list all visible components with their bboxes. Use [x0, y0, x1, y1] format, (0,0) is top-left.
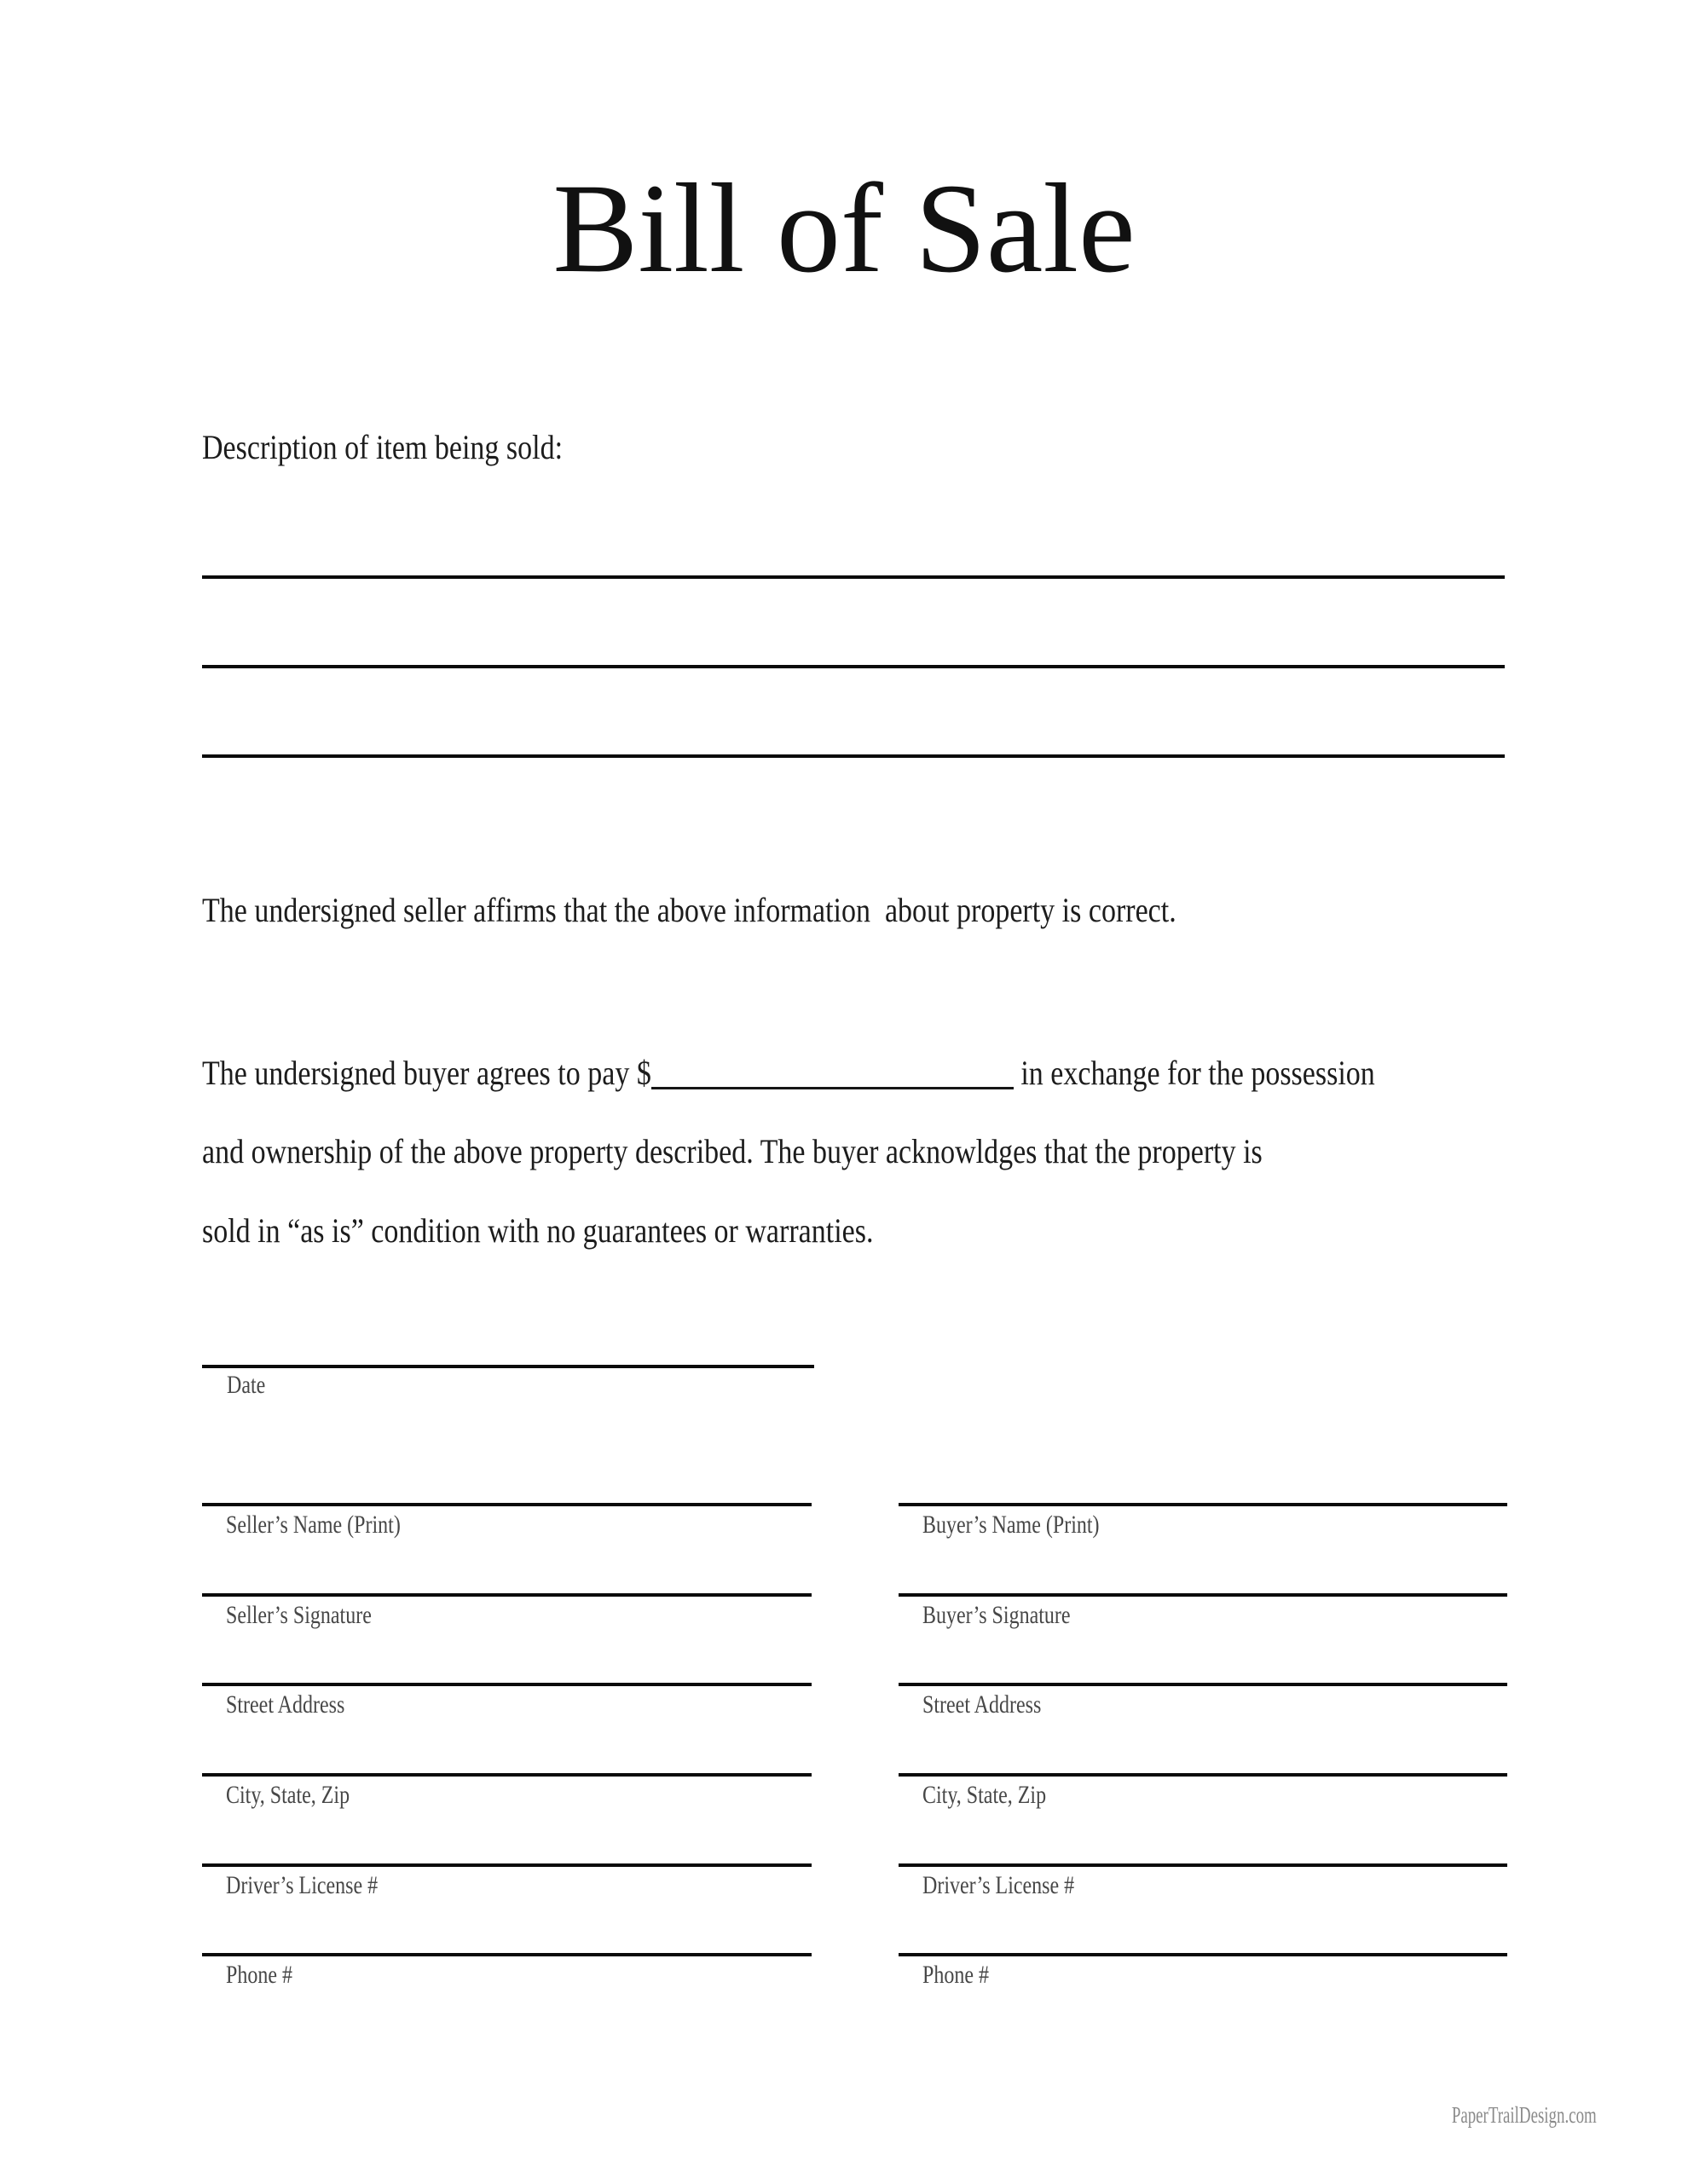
buyer-street-address-field[interactable] — [899, 1683, 1507, 1686]
seller-name-label: Seller’s Name (Print) — [226, 1511, 401, 1539]
buyer-agreement-line-1 — [202, 1055, 1582, 1091]
seller-name-field[interactable] — [202, 1503, 812, 1506]
seller-city-state-zip-field[interactable] — [202, 1773, 812, 1777]
buyer-agreement-line-2: and ownership of the above property described. The buyer acknowldges that the property is — [202, 1132, 1263, 1170]
description-line-3[interactable] — [202, 754, 1505, 758]
seller-drivers-license-field[interactable] — [202, 1863, 812, 1867]
footer-credit: PaperTrailDesign.com — [1452, 2102, 1597, 2128]
description-label: Description of item being sold: — [202, 428, 564, 466]
page-title: Bill of Sale — [552, 158, 1136, 299]
buyer-signature-label: Buyer’s Signature — [922, 1601, 1071, 1629]
buyer-city-state-zip-label: City, State, Zip — [922, 1781, 1047, 1809]
buyer-phone-label: Phone # — [922, 1961, 989, 1989]
seller-street-address-field[interactable] — [202, 1683, 812, 1686]
description-line-1[interactable] — [202, 575, 1505, 579]
seller-affirmation-text: The undersigned seller affirms that the above information about property is correct. — [202, 891, 1176, 929]
payment-amount-field[interactable] — [651, 1080, 1014, 1089]
seller-city-state-zip-label: City, State, Zip — [226, 1781, 350, 1809]
seller-phone-label: Phone # — [226, 1961, 292, 1989]
buyer-name-label: Buyer’s Name (Print) — [922, 1511, 1100, 1539]
seller-phone-field[interactable] — [202, 1953, 812, 1956]
description-line-2[interactable] — [202, 665, 1505, 668]
seller-signature-label: Seller’s Signature — [226, 1601, 372, 1629]
date-field[interactable] — [202, 1365, 814, 1368]
payment-text-prefix: The undersigned buyer agrees to pay $ — [202, 1054, 651, 1092]
buyer-name-field[interactable] — [899, 1503, 1507, 1506]
buyer-drivers-license-field[interactable] — [899, 1863, 1507, 1867]
seller-signature-field[interactable] — [202, 1593, 812, 1597]
payment-text-suffix: in exchange for the possession — [1020, 1054, 1375, 1092]
seller-street-address-label: Street Address — [226, 1690, 345, 1719]
date-label: Date — [227, 1371, 266, 1399]
buyer-city-state-zip-field[interactable] — [899, 1773, 1507, 1777]
buyer-street-address-label: Street Address — [922, 1690, 1042, 1719]
buyer-agreement-line-3: sold in “as is” condition with no guarantees or warranties. — [202, 1211, 874, 1250]
buyer-drivers-license-label: Driver’s License # — [922, 1871, 1075, 1899]
seller-drivers-license-label: Driver’s License # — [226, 1871, 379, 1899]
buyer-phone-field[interactable] — [899, 1953, 1507, 1956]
buyer-signature-field[interactable] — [899, 1593, 1507, 1597]
